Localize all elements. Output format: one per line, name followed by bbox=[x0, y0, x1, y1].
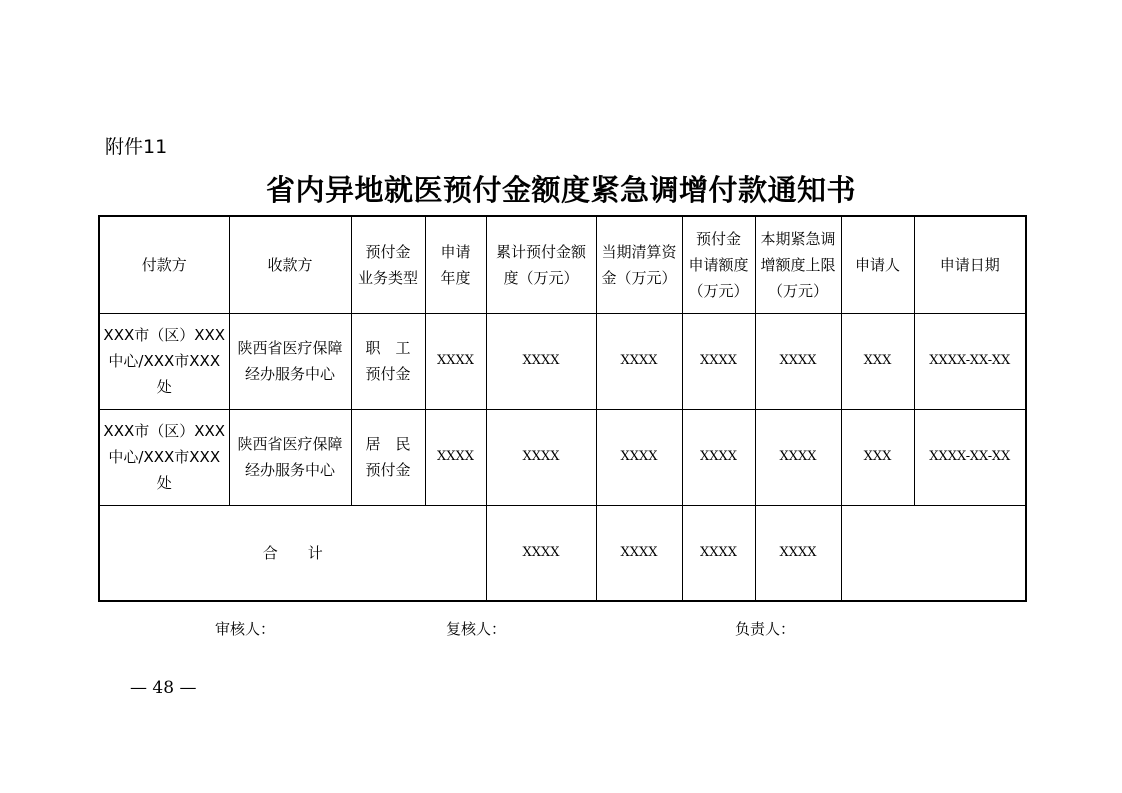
document-title: 省内异地就医预付金额度紧急调增付款通知书 bbox=[265, 173, 856, 207]
header-settlement: 当期清算资 金（万元） bbox=[596, 216, 682, 313]
page-number: — 48 — bbox=[130, 678, 197, 698]
applicant-cell: XXX bbox=[841, 409, 914, 505]
responsible-label: 负责人： bbox=[735, 620, 796, 638]
reviewer-label: 审核人： bbox=[215, 620, 276, 638]
apply-amount-cell: XXXX bbox=[682, 313, 755, 409]
header-year: 申请 年度 bbox=[425, 216, 486, 313]
total-cumulative: XXXX bbox=[486, 505, 596, 601]
header-row bbox=[99, 216, 1026, 313]
year-cell: XXXX bbox=[425, 313, 486, 409]
year-cell: XXXX bbox=[425, 409, 486, 505]
header-payer: 付款方 bbox=[99, 216, 229, 313]
header-type: 预付金 业务类型 bbox=[351, 216, 425, 313]
payment-notice-table bbox=[98, 215, 1027, 602]
total-settlement: XXXX bbox=[596, 505, 682, 601]
header-payee: 收款方 bbox=[229, 216, 351, 313]
header-apply-date: 申请日期 bbox=[914, 216, 1026, 313]
header-cumulative: 累计预付金额 度（万元） bbox=[486, 216, 596, 313]
date-cell: XXXX-XX-XX bbox=[914, 313, 1026, 409]
payee-cell: 陕西省医疗保障 经办服务中心 bbox=[229, 313, 351, 409]
total-label: 合 计 bbox=[99, 505, 486, 601]
total-row bbox=[99, 505, 1026, 601]
payee-cell: 陕西省医疗保障 经办服务中心 bbox=[229, 409, 351, 505]
type-cell: 职 工 预付金 bbox=[351, 313, 425, 409]
applicant-cell: XXX bbox=[841, 313, 914, 409]
settlement-cell: XXXX bbox=[596, 313, 682, 409]
table-row bbox=[99, 409, 1026, 505]
apply-amount-cell: XXXX bbox=[682, 409, 755, 505]
rechecker-label: 复核人： bbox=[446, 620, 507, 638]
table-row bbox=[99, 313, 1026, 409]
limit-cell: XXXX bbox=[755, 409, 841, 505]
settlement-cell: XXXX bbox=[596, 409, 682, 505]
attachment-label: 附件11 bbox=[105, 136, 168, 158]
total-apply-amount: XXXX bbox=[682, 505, 755, 601]
header-applicant: 申请人 bbox=[841, 216, 914, 313]
cumulative-cell: XXXX bbox=[486, 409, 596, 505]
payer-cell: XXX市（区）XXX 中心/XXX市XXX处 bbox=[99, 409, 229, 505]
date-cell: XXXX-XX-XX bbox=[914, 409, 1026, 505]
cumulative-cell: XXXX bbox=[486, 313, 596, 409]
header-apply-amount: 预付金 申请额度 （万元） bbox=[682, 216, 755, 313]
payer-cell: XXX市（区）XXX 中心/XXX市XXX处 bbox=[99, 313, 229, 409]
limit-cell: XXXX bbox=[755, 313, 841, 409]
total-blank bbox=[841, 505, 1026, 601]
header-limit: 本期紧急调 增额度上限 （万元） bbox=[755, 216, 841, 313]
type-cell: 居 民 预付金 bbox=[351, 409, 425, 505]
total-limit: XXXX bbox=[755, 505, 841, 601]
